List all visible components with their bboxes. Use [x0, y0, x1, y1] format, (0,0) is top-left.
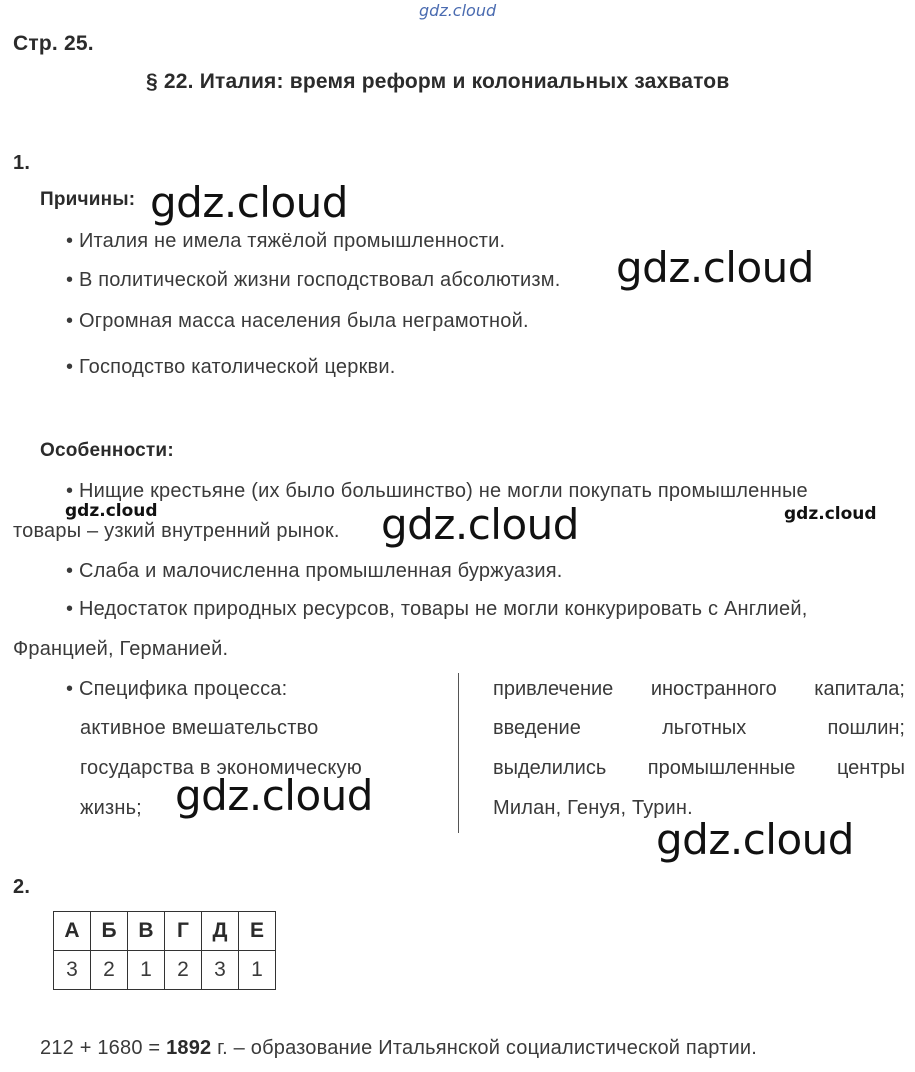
specifics-right-line — [493, 757, 905, 780]
watermark: gdz.cloud — [150, 178, 348, 227]
word: льготных — [662, 717, 747, 739]
specifics-heading: • Специфика процесса: — [66, 678, 288, 700]
calculation-description: г. – образование Итальянской социалистической партии. — [211, 1037, 758, 1059]
answer-table-cell: 3 — [202, 951, 239, 990]
watermark: gdz.cloud — [784, 504, 877, 524]
watermark-top: gdz.cloud — [419, 1, 497, 20]
features-heading: Особенности: — [40, 440, 174, 461]
answer-table-header: Г — [165, 912, 202, 951]
feature-item-continuation: товары – узкий внутренний рынок. — [13, 520, 340, 542]
word: иностранного — [650, 678, 777, 700]
causes-heading: Причины: — [40, 189, 136, 210]
answer-table-header-row — [54, 912, 276, 951]
word: центры — [836, 757, 905, 779]
specifics-line: жизнь; — [80, 797, 142, 819]
answer-table-header: Д — [202, 912, 239, 951]
answer-table-cell: 2 — [91, 951, 128, 990]
word: введение — [493, 717, 581, 739]
cause-item: • Господство католической церкви. — [66, 356, 396, 378]
cause-item: • Италия не имела тяжёлой промышленности. — [66, 230, 506, 252]
answer-table — [53, 911, 276, 990]
answer-table-cell: 1 — [128, 951, 165, 990]
calculation-year: 1892 — [166, 1037, 212, 1059]
calculation-line — [40, 1037, 757, 1060]
specifics-right-line — [493, 678, 905, 701]
feature-item: • Недостаток природных ресурсов, товары не могли конкурировать с Англией, — [66, 598, 808, 620]
column-divider — [458, 673, 459, 833]
cause-item: • В политической жизни господствовал абсолютизм. — [66, 269, 561, 291]
answer-table-header: А — [54, 912, 91, 951]
word: выделились — [493, 757, 607, 779]
specifics-right-line: Милан, Генуя, Турин. — [493, 797, 693, 819]
word: промышленные — [647, 757, 796, 779]
cause-item: • Огромная масса населения была неграмотной. — [66, 310, 529, 332]
answer-table-header: Е — [239, 912, 276, 951]
answer-table-header: В — [128, 912, 165, 951]
specifics-line: государства в экономическую — [80, 757, 362, 779]
specifics-right-line — [493, 717, 905, 740]
watermark: gdz.cloud — [656, 815, 854, 864]
task-2-number: 2. — [13, 876, 31, 898]
section-title: § 22. Италия: время реформ и колониальных захватов — [146, 70, 730, 93]
answer-table-values-row — [54, 951, 276, 990]
word: пошлин; — [827, 717, 905, 739]
specifics-line: активное вмешательство — [80, 717, 319, 739]
feature-item: • Слаба и малочисленна промышленная буржуазия. — [66, 560, 563, 582]
answer-table-cell: 3 — [54, 951, 91, 990]
watermark: gdz.cloud — [65, 501, 158, 521]
calculation-expression: 212 + 1680 = — [40, 1037, 167, 1059]
word: привлечение — [493, 678, 614, 700]
watermark: gdz.cloud — [616, 243, 814, 292]
task-1-number: 1. — [13, 152, 31, 174]
answer-table-header: Б — [91, 912, 128, 951]
answer-table-cell: 1 — [239, 951, 276, 990]
watermark: gdz.cloud — [381, 500, 579, 549]
word: капитала; — [814, 678, 905, 700]
feature-item-continuation: Францией, Германией. — [13, 638, 229, 660]
feature-item: • Нищие крестьяне (их было большинство) не могли покупать промышленные — [66, 480, 808, 502]
answer-table-cell: 2 — [165, 951, 202, 990]
watermark: gdz.cloud — [175, 771, 373, 820]
page-reference: Стр. 25. — [13, 32, 94, 55]
